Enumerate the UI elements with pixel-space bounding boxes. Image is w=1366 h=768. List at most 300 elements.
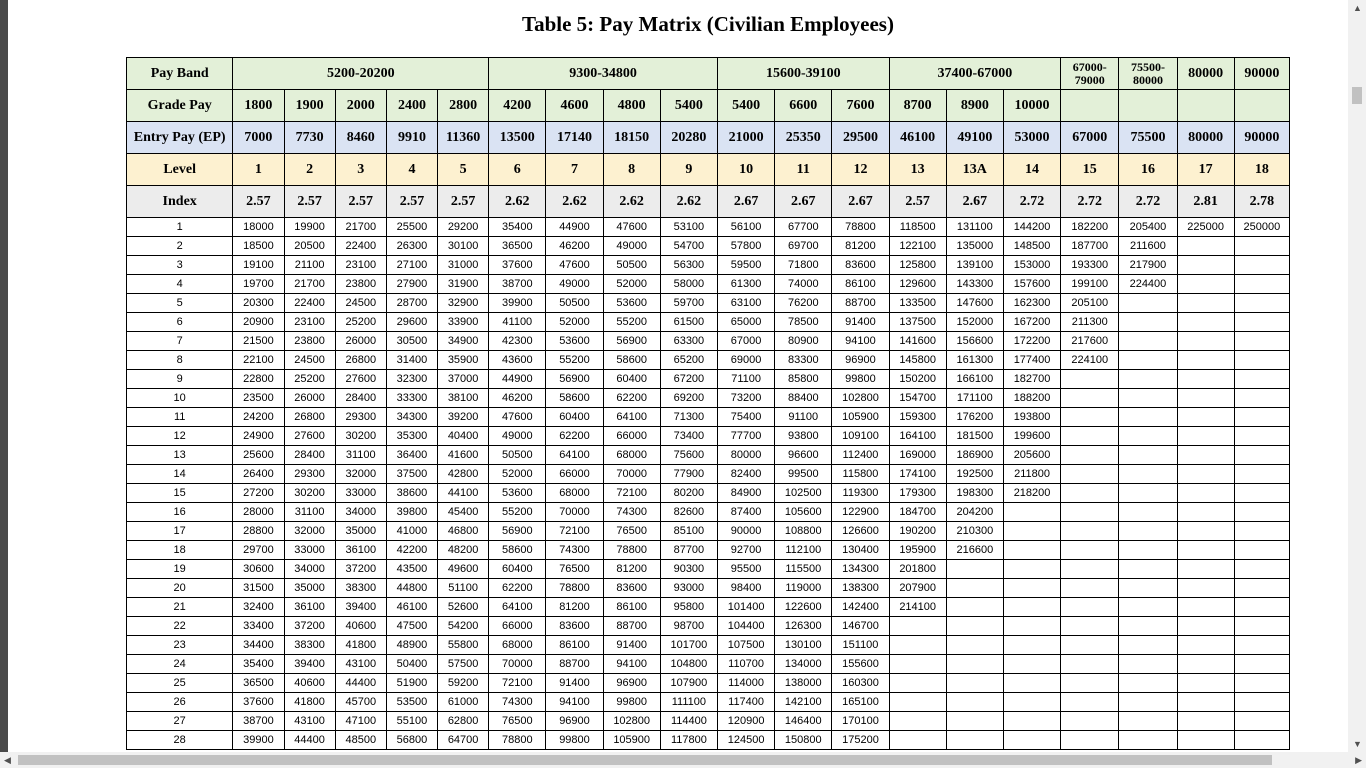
- pay-cell: [1234, 655, 1289, 674]
- pay-cell: [1119, 427, 1177, 446]
- pay-cell: [1003, 636, 1060, 655]
- pay-cell: 34000: [284, 560, 335, 579]
- pay-cell: [1119, 560, 1177, 579]
- pay-cell: [1234, 256, 1289, 275]
- pay-cell: 18000: [233, 218, 284, 237]
- pay-cell: 35000: [335, 522, 386, 541]
- pay-cell: [1177, 446, 1234, 465]
- pay-cell: [1119, 541, 1177, 560]
- pay-cell: 43600: [489, 351, 546, 370]
- pay-cell: 102800: [603, 712, 660, 731]
- pay-cell: 31500: [233, 579, 284, 598]
- pay-cell: 56900: [489, 522, 546, 541]
- pay-cell: 55200: [489, 503, 546, 522]
- pay-band-cell: 90000: [1234, 58, 1289, 90]
- grade-pay-cell: 8700: [889, 90, 946, 122]
- pay-cell: 59700: [660, 294, 717, 313]
- pay-cell: 86100: [546, 636, 603, 655]
- pay-cell: 94100: [603, 655, 660, 674]
- pay-cell: 37000: [438, 370, 489, 389]
- pay-cell: 66000: [546, 465, 603, 484]
- pay-cell: 48200: [438, 541, 489, 560]
- pay-cell: [1119, 294, 1177, 313]
- pay-cell: [1003, 522, 1060, 541]
- pay-cell: 56800: [386, 731, 437, 750]
- pay-cell: 65000: [718, 313, 775, 332]
- pay-cell: 33000: [335, 484, 386, 503]
- pay-cell: 26300: [386, 237, 437, 256]
- pay-cell: 182700: [1003, 370, 1060, 389]
- pay-cell: 133500: [889, 294, 946, 313]
- pay-cell: [946, 693, 1003, 712]
- entry-pay-cell: 17140: [546, 122, 603, 154]
- pay-cell: [1119, 617, 1177, 636]
- pay-cell: 64100: [489, 598, 546, 617]
- pay-cell: 27600: [284, 427, 335, 446]
- pay-cell: 70000: [603, 465, 660, 484]
- pay-cell: [889, 693, 946, 712]
- grade-pay-cell: 2800: [438, 90, 489, 122]
- pay-cell: [1234, 503, 1289, 522]
- pay-cell: 82400: [718, 465, 775, 484]
- pay-cell: 107900: [660, 674, 717, 693]
- window-left-edge: [0, 0, 8, 768]
- pay-cell: [946, 712, 1003, 731]
- pay-cell: 31000: [438, 256, 489, 275]
- pay-cell: 63100: [718, 294, 775, 313]
- pay-cell: [1234, 598, 1289, 617]
- pay-cell: 119000: [775, 579, 832, 598]
- pay-cell: 23800: [284, 332, 335, 351]
- index-cell: 2.57: [335, 186, 386, 218]
- pay-cell: 117400: [718, 693, 775, 712]
- pay-cell: [1234, 465, 1289, 484]
- pay-cell: [1177, 389, 1234, 408]
- pay-cell: [1234, 237, 1289, 256]
- pay-cell: 56900: [603, 332, 660, 351]
- row-index-cell: 23: [127, 636, 233, 655]
- pay-cell: 104800: [660, 655, 717, 674]
- pay-cell: 94100: [546, 693, 603, 712]
- pay-cell: 62200: [603, 389, 660, 408]
- scroll-left-icon[interactable]: ◀: [4, 755, 11, 765]
- pay-cell: 115500: [775, 560, 832, 579]
- pay-cell: 52000: [546, 313, 603, 332]
- pay-cell: 41600: [438, 446, 489, 465]
- pay-cell: 138300: [832, 579, 889, 598]
- pay-cell: [1234, 427, 1289, 446]
- scroll-down-icon[interactable]: ▼: [1353, 739, 1362, 749]
- pay-cell: 38300: [335, 579, 386, 598]
- entry-pay-cell: 80000: [1177, 122, 1234, 154]
- level-cell: 6: [489, 154, 546, 186]
- pay-cell: 40600: [284, 674, 335, 693]
- pay-cell: 74300: [603, 503, 660, 522]
- pay-cell: 98700: [660, 617, 717, 636]
- pay-cell: 19900: [284, 218, 335, 237]
- pay-cell: 207900: [889, 579, 946, 598]
- pay-cell: 53100: [660, 218, 717, 237]
- pay-cell: 114000: [718, 674, 775, 693]
- pay-cell: 50400: [386, 655, 437, 674]
- pay-cell: 31400: [386, 351, 437, 370]
- pay-cell: 44400: [284, 731, 335, 750]
- pay-cell: 41000: [386, 522, 437, 541]
- pay-cell: 25600: [233, 446, 284, 465]
- row-index-cell: 10: [127, 389, 233, 408]
- pay-cell: 181500: [946, 427, 1003, 446]
- row-index-cell: 17: [127, 522, 233, 541]
- index-cell: 2.81: [1177, 186, 1234, 218]
- pay-cell: 93000: [660, 579, 717, 598]
- index-cell: 2.57: [889, 186, 946, 218]
- pay-cell: 78800: [603, 541, 660, 560]
- row-index-cell: 6: [127, 313, 233, 332]
- pay-cell: [1119, 408, 1177, 427]
- table-row: [127, 237, 1290, 256]
- pay-cell: [1177, 351, 1234, 370]
- pay-cell: 193300: [1061, 256, 1119, 275]
- pay-cell: 44900: [546, 218, 603, 237]
- scroll-right-icon[interactable]: ▶: [1355, 755, 1362, 765]
- pay-cell: 49000: [546, 275, 603, 294]
- pay-cell: 80900: [775, 332, 832, 351]
- table-row: [127, 693, 1290, 712]
- pay-cell: 73400: [660, 427, 717, 446]
- pay-cell: 88400: [775, 389, 832, 408]
- horizontal-scrollbar[interactable]: [0, 752, 1366, 768]
- pay-cell: 101400: [718, 598, 775, 617]
- pay-cell: 45700: [335, 693, 386, 712]
- pay-cell: [1119, 465, 1177, 484]
- pay-cell: 69000: [718, 351, 775, 370]
- pay-cell: 55100: [386, 712, 437, 731]
- index-cell: 2.67: [775, 186, 832, 218]
- pay-cell: 30600: [233, 560, 284, 579]
- table-row: [127, 408, 1290, 427]
- grade-pay-row-label: Grade Pay: [127, 90, 233, 122]
- pay-cell: 75400: [718, 408, 775, 427]
- index-row: [127, 186, 1290, 218]
- pay-cell: 37600: [489, 256, 546, 275]
- pay-cell: [1061, 446, 1119, 465]
- row-index-cell: 16: [127, 503, 233, 522]
- pay-cell: 91400: [603, 636, 660, 655]
- level-cell: 17: [1177, 154, 1234, 186]
- pay-cell: [1119, 636, 1177, 655]
- pay-cell: 44400: [335, 674, 386, 693]
- level-cell: 7: [546, 154, 603, 186]
- grade-pay-cell: 6600: [775, 90, 832, 122]
- pay-cell: 23100: [335, 256, 386, 275]
- pay-cell: 225000: [1177, 218, 1234, 237]
- pay-band-cell: 5200-20200: [233, 58, 489, 90]
- pay-cell: 34400: [233, 636, 284, 655]
- level-row-label: Level: [127, 154, 233, 186]
- pay-cell: 41100: [489, 313, 546, 332]
- pay-cell: [1177, 313, 1234, 332]
- pay-cell: 22100: [233, 351, 284, 370]
- pay-cell: 40400: [438, 427, 489, 446]
- pay-cell: [889, 731, 946, 750]
- pay-cell: 74300: [489, 693, 546, 712]
- pay-cell: 188200: [1003, 389, 1060, 408]
- pay-cell: 115800: [832, 465, 889, 484]
- pay-cell: [1003, 655, 1060, 674]
- row-index-cell: 21: [127, 598, 233, 617]
- grade-pay-cell: 4200: [489, 90, 546, 122]
- pay-cell: 20300: [233, 294, 284, 313]
- pay-cell: [889, 617, 946, 636]
- pay-cell: 39400: [284, 655, 335, 674]
- pay-cell: 144200: [1003, 218, 1060, 237]
- pay-cell: 179300: [889, 484, 946, 503]
- pay-cell: 23500: [233, 389, 284, 408]
- pay-cell: 91400: [546, 674, 603, 693]
- pay-cell: 74300: [546, 541, 603, 560]
- pay-cell: 118500: [889, 218, 946, 237]
- pay-cell: 186900: [946, 446, 1003, 465]
- pay-cell: 78800: [832, 218, 889, 237]
- grade-pay-cell: 1900: [284, 90, 335, 122]
- pay-cell: [946, 617, 1003, 636]
- pay-cell: 48500: [335, 731, 386, 750]
- row-index-cell: 3: [127, 256, 233, 275]
- pay-cell: 22400: [335, 237, 386, 256]
- pay-cell: [1061, 370, 1119, 389]
- pay-cell: 26000: [335, 332, 386, 351]
- table-row: [127, 389, 1290, 408]
- pay-cell: 19700: [233, 275, 284, 294]
- pay-cell: 154700: [889, 389, 946, 408]
- pay-cell: [946, 598, 1003, 617]
- row-index-cell: 28: [127, 731, 233, 750]
- pay-cell: [1119, 332, 1177, 351]
- pay-cell: 32000: [284, 522, 335, 541]
- pay-cell: 46800: [438, 522, 489, 541]
- pay-cell: 126300: [775, 617, 832, 636]
- pay-cell: [1177, 693, 1234, 712]
- pay-cell: 92700: [718, 541, 775, 560]
- pay-cell: 32000: [335, 465, 386, 484]
- vertical-scroll-thumb[interactable]: [1352, 87, 1362, 104]
- pay-cell: 87700: [660, 541, 717, 560]
- pay-cell: [1177, 731, 1234, 750]
- pay-cell: 54700: [660, 237, 717, 256]
- pay-cell: 61000: [438, 693, 489, 712]
- pay-cell: 36500: [489, 237, 546, 256]
- index-row-label: Index: [127, 186, 233, 218]
- table-row: [127, 674, 1290, 693]
- pay-cell: 29300: [284, 465, 335, 484]
- table-row: [127, 332, 1290, 351]
- grade-pay-cell: 7600: [832, 90, 889, 122]
- entry-pay-cell: 7730: [284, 122, 335, 154]
- pay-cell: 57500: [438, 655, 489, 674]
- pay-cell: 29700: [233, 541, 284, 560]
- pay-band-cell: 67000-79000: [1061, 58, 1119, 90]
- grade-pay-cell: 1800: [233, 90, 284, 122]
- index-cell: 2.67: [946, 186, 1003, 218]
- pay-cell: 88700: [832, 294, 889, 313]
- entry-pay-cell: 21000: [718, 122, 775, 154]
- entry-pay-cell: 53000: [1003, 122, 1060, 154]
- pay-cell: 31100: [284, 503, 335, 522]
- pay-cell: 35400: [489, 218, 546, 237]
- index-cell: 2.62: [546, 186, 603, 218]
- pay-cell: 51900: [386, 674, 437, 693]
- pay-cell: 198300: [946, 484, 1003, 503]
- pay-cell: 50500: [489, 446, 546, 465]
- pay-cell: [1234, 370, 1289, 389]
- pay-cell: 49600: [438, 560, 489, 579]
- pay-cell: 93800: [775, 427, 832, 446]
- pay-cell: [1177, 370, 1234, 389]
- pay-cell: 99500: [775, 465, 832, 484]
- grade-pay-cell: [1061, 90, 1119, 122]
- row-index-cell: 24: [127, 655, 233, 674]
- scroll-up-icon[interactable]: ▲: [1353, 3, 1362, 13]
- row-index-cell: 8: [127, 351, 233, 370]
- row-index-cell: 5: [127, 294, 233, 313]
- pay-cell: [1177, 655, 1234, 674]
- entry-pay-cell: 67000: [1061, 122, 1119, 154]
- pay-cell: [1177, 541, 1234, 560]
- grade-pay-cell: 4800: [603, 90, 660, 122]
- pay-cell: 43100: [335, 655, 386, 674]
- level-row: [127, 154, 1290, 186]
- pay-cell: 53500: [386, 693, 437, 712]
- pay-cell: 131100: [946, 218, 1003, 237]
- index-cell: 2.62: [489, 186, 546, 218]
- pay-cell: 84900: [718, 484, 775, 503]
- pay-cell: 110700: [718, 655, 775, 674]
- pay-cell: [1119, 579, 1177, 598]
- pay-cell: 24200: [233, 408, 284, 427]
- pay-cell: [1003, 503, 1060, 522]
- pay-band-cell: 75500-80000: [1119, 58, 1177, 90]
- pay-cell: [1177, 408, 1234, 427]
- pay-cell: [1061, 560, 1119, 579]
- pay-cell: [1234, 693, 1289, 712]
- table-row: [127, 541, 1290, 560]
- pay-cell: 85800: [775, 370, 832, 389]
- index-cell: 2.62: [660, 186, 717, 218]
- pay-cell: 37200: [335, 560, 386, 579]
- pay-cell: 24900: [233, 427, 284, 446]
- pay-band-row: [127, 58, 1290, 90]
- grade-pay-cell: 2000: [335, 90, 386, 122]
- level-cell: 2: [284, 154, 335, 186]
- pay-cell: [1119, 503, 1177, 522]
- pay-cell: 83300: [775, 351, 832, 370]
- row-index-cell: 12: [127, 427, 233, 446]
- pay-cell: 109100: [832, 427, 889, 446]
- table-row: [127, 427, 1290, 446]
- pay-cell: [1177, 484, 1234, 503]
- pay-cell: 68000: [603, 446, 660, 465]
- pay-cell: 23800: [335, 275, 386, 294]
- pay-cell: [1234, 560, 1289, 579]
- grade-pay-cell: [1119, 90, 1177, 122]
- pay-cell: 161300: [946, 351, 1003, 370]
- pay-cell: 71300: [660, 408, 717, 427]
- grade-pay-cell: 4600: [546, 90, 603, 122]
- pay-cell: 35000: [284, 579, 335, 598]
- pay-cell: 164100: [889, 427, 946, 446]
- pay-cell: 160300: [832, 674, 889, 693]
- pay-cell: [1177, 712, 1234, 731]
- pay-matrix-table: [126, 57, 1290, 750]
- pay-cell: 47500: [386, 617, 437, 636]
- pay-cell: 30200: [335, 427, 386, 446]
- pay-cell: [1003, 712, 1060, 731]
- pay-cell: 112400: [832, 446, 889, 465]
- table-row: [127, 617, 1290, 636]
- pay-cell: 58600: [489, 541, 546, 560]
- pay-cell: 31900: [438, 275, 489, 294]
- pay-cell: 134300: [832, 560, 889, 579]
- pay-cell: 137500: [889, 313, 946, 332]
- grade-pay-cell: [1234, 90, 1289, 122]
- index-cell: 2.67: [718, 186, 775, 218]
- pay-cell: 26800: [284, 408, 335, 427]
- pay-cell: [946, 655, 1003, 674]
- row-index-cell: 14: [127, 465, 233, 484]
- grade-pay-cell: [1177, 90, 1234, 122]
- vertical-scrollbar[interactable]: [1348, 0, 1366, 752]
- table-row: [127, 351, 1290, 370]
- pay-cell: 73200: [718, 389, 775, 408]
- pay-cell: 187700: [1061, 237, 1119, 256]
- pay-cell: [1234, 389, 1289, 408]
- pay-cell: 114400: [660, 712, 717, 731]
- pay-cell: 214100: [889, 598, 946, 617]
- pay-cell: [1061, 636, 1119, 655]
- pay-cell: [1061, 712, 1119, 731]
- pay-cell: 80000: [718, 446, 775, 465]
- entry-pay-row: [127, 122, 1290, 154]
- pay-cell: 190200: [889, 522, 946, 541]
- pay-cell: 49000: [489, 427, 546, 446]
- pay-cell: 99800: [546, 731, 603, 750]
- pay-cell: [1234, 275, 1289, 294]
- level-cell: 13A: [946, 154, 1003, 186]
- pay-cell: 193800: [1003, 408, 1060, 427]
- pay-cell: [1061, 617, 1119, 636]
- pay-cell: 64100: [546, 446, 603, 465]
- pay-cell: [1177, 598, 1234, 617]
- pay-cell: 51100: [438, 579, 489, 598]
- pay-cell: 20900: [233, 313, 284, 332]
- pay-cell: 35400: [233, 655, 284, 674]
- pay-cell: 39800: [386, 503, 437, 522]
- table-row: [127, 465, 1290, 484]
- pay-cell: 176200: [946, 408, 1003, 427]
- table-row: [127, 218, 1290, 237]
- horizontal-scroll-thumb[interactable]: [18, 755, 1272, 765]
- pay-cell: [1119, 598, 1177, 617]
- pay-cell: 78800: [546, 579, 603, 598]
- level-cell: 9: [660, 154, 717, 186]
- pay-cell: 24500: [284, 351, 335, 370]
- entry-pay-cell: 7000: [233, 122, 284, 154]
- pay-cell: 155600: [832, 655, 889, 674]
- pay-cell: [1234, 408, 1289, 427]
- pay-cell: 64100: [603, 408, 660, 427]
- page-title: Table 5: Pay Matrix (Civilian Employees): [522, 12, 894, 36]
- pay-cell: [1119, 446, 1177, 465]
